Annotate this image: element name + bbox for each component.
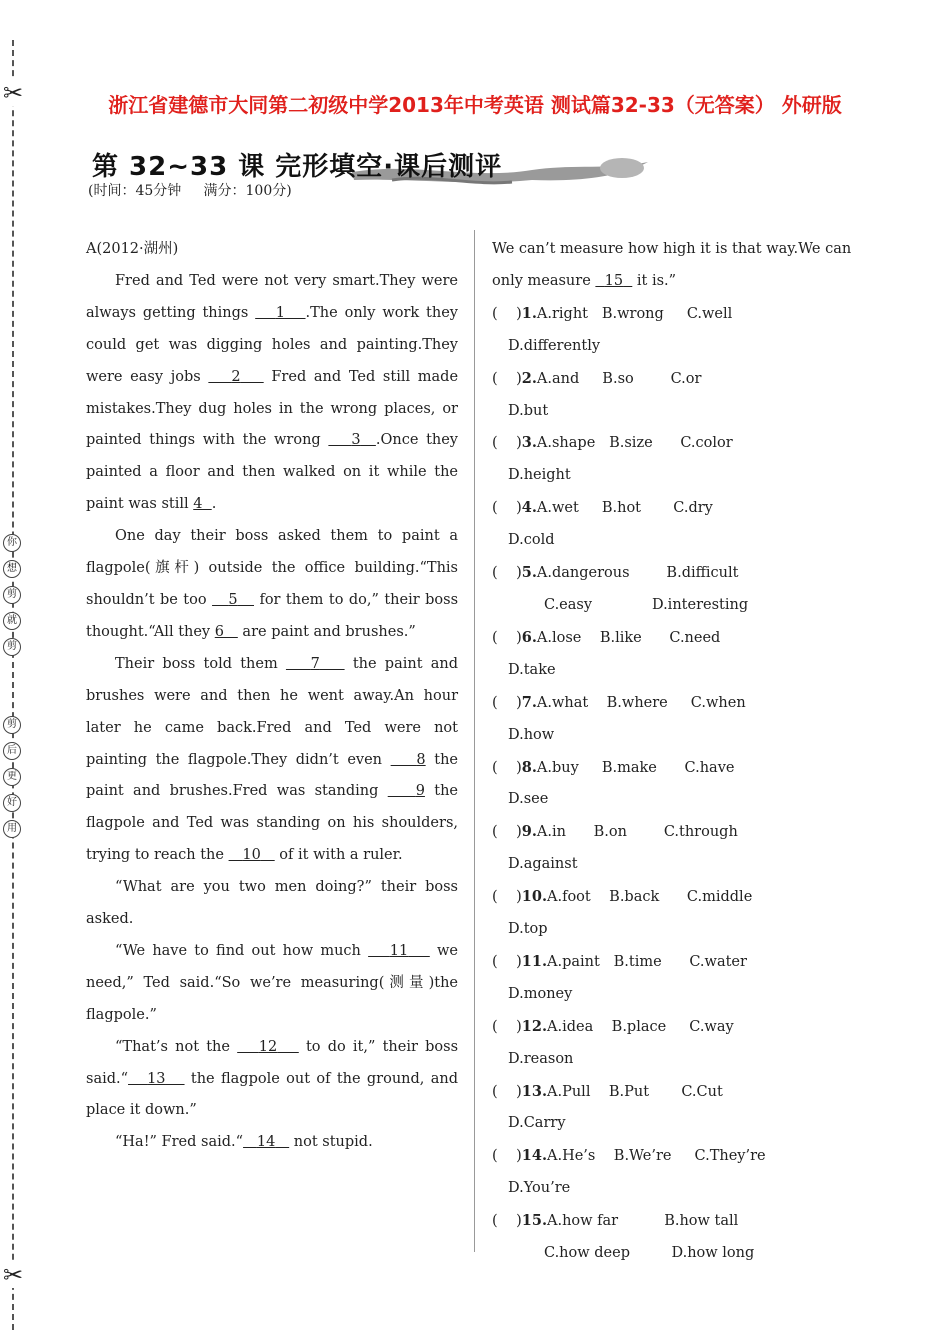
questions-column bbox=[492, 234, 870, 1270]
options: A.paint B.time C.water bbox=[547, 953, 747, 970]
question-number: 3. bbox=[521, 434, 537, 452]
hint-char: 后 bbox=[3, 742, 21, 760]
text: . bbox=[211, 496, 217, 513]
question-number: 15. bbox=[521, 1212, 547, 1230]
text: .The only work they could get was digging holes and painting.They were easy jobs bbox=[86, 304, 458, 385]
text: to do it,” their boss said.“ bbox=[86, 1038, 459, 1087]
scissors-icon: ✂ bbox=[0, 80, 26, 106]
question-option-line: C.easy D.interesting bbox=[544, 596, 749, 613]
question-number: 4. bbox=[521, 499, 537, 517]
blank: 13 bbox=[147, 1070, 166, 1087]
answer-paren[interactable]: ( ) bbox=[492, 694, 522, 711]
hint-char: 你 bbox=[3, 534, 21, 552]
question-item bbox=[492, 816, 870, 849]
text: .Once they painted a floor and then walked on it while the paint was still bbox=[86, 432, 459, 513]
options: A.wet B.hot C.dry bbox=[536, 500, 713, 517]
hint-char: 用 bbox=[3, 820, 21, 838]
question-item bbox=[492, 363, 870, 396]
question-number: 9. bbox=[521, 823, 537, 841]
banner-title: 第 32~33 课 完形填空·课后测评 bbox=[92, 152, 503, 182]
question-number: 6. bbox=[521, 628, 537, 646]
question-item bbox=[492, 752, 870, 785]
answer-paren[interactable]: ( ) bbox=[492, 629, 522, 646]
margin-hint-bottom bbox=[3, 716, 21, 846]
answer-paren[interactable]: ( ) bbox=[492, 824, 522, 841]
text: One day their boss asked them to paint a flagpole(旗杆) outside the office building.“This shouldn’t be too bbox=[86, 528, 458, 608]
text: are paint and brushes.” bbox=[237, 623, 416, 640]
answer-paren[interactable]: ( ) bbox=[492, 953, 522, 970]
answer-paren[interactable]: ( ) bbox=[492, 759, 522, 776]
question-option-line: D.reason bbox=[508, 1050, 574, 1067]
options: A.and B.so C.or bbox=[536, 370, 702, 387]
question-item bbox=[492, 298, 870, 331]
text: the flagpole and Ted was standing on his shoulders, trying to reach the bbox=[86, 783, 458, 864]
blank: 10 bbox=[242, 847, 261, 864]
answer-paren[interactable]: ( ) bbox=[492, 1083, 522, 1100]
exam-meta: (时间：45分钟 满分：100分) bbox=[88, 183, 292, 199]
text: the flagpole out of the ground, and place it down.” bbox=[86, 1070, 459, 1119]
options: A.buy B.make C.have bbox=[536, 759, 735, 776]
blank: 3 bbox=[351, 432, 361, 449]
cut-line bbox=[12, 40, 14, 1330]
text: for them to do,” their boss thought.“All they bbox=[86, 591, 459, 640]
options: A.lose B.like C.need bbox=[536, 629, 721, 646]
text: Fred and Ted still made mistakes.They dug holes in the wrong places, or painted things with the wrong bbox=[86, 368, 459, 449]
answer-paren[interactable]: ( ) bbox=[492, 305, 522, 322]
question-number: 11. bbox=[521, 952, 547, 970]
scissors-icon: ✂ bbox=[0, 1262, 26, 1288]
page-title: 浙江省建德市大同第二初级中学2013年中考英语 测试篇32-33（无答案） 外研版 bbox=[108, 93, 842, 117]
paragraph bbox=[86, 649, 458, 872]
options: A.in B.on C.through bbox=[536, 824, 738, 841]
question-number: 7. bbox=[521, 693, 537, 711]
question-number: 14. bbox=[521, 1147, 547, 1165]
paragraph bbox=[86, 1032, 458, 1128]
question-option-line: D.how bbox=[508, 726, 555, 743]
question-list bbox=[492, 298, 870, 1270]
passage-source: A(2012·湖州) bbox=[86, 241, 179, 257]
paragraph bbox=[86, 521, 458, 649]
answer-paren[interactable]: ( ) bbox=[492, 435, 522, 452]
question-item bbox=[492, 1076, 870, 1109]
question-option-line: D.height bbox=[508, 467, 571, 484]
text: it is.” bbox=[632, 272, 677, 289]
question-number: 1. bbox=[521, 304, 537, 322]
question-number: 12. bbox=[521, 1017, 547, 1035]
options: A.how far B.how tall bbox=[547, 1213, 739, 1230]
blank: 7 bbox=[310, 655, 320, 672]
question-number: 8. bbox=[521, 758, 537, 776]
text: “That’s not the bbox=[115, 1038, 238, 1055]
passage bbox=[86, 234, 458, 1159]
hint-char: 更 bbox=[3, 768, 21, 786]
blank: 9 bbox=[415, 783, 425, 800]
question-option-line: D.Carry bbox=[508, 1115, 566, 1132]
question-option-line: D.cold bbox=[508, 532, 555, 549]
question-item bbox=[492, 492, 870, 525]
question-option-line: D.differently bbox=[508, 337, 601, 354]
question-option-line: D.You’re bbox=[508, 1180, 571, 1197]
text: of it with a ruler. bbox=[274, 847, 403, 864]
blank: 4 bbox=[193, 496, 203, 513]
question-option-line: D.money bbox=[508, 985, 573, 1002]
text: not stupid. bbox=[289, 1134, 373, 1151]
question-option-line: D.take bbox=[508, 661, 556, 678]
hint-char: 就 bbox=[3, 612, 21, 630]
answer-paren[interactable]: ( ) bbox=[492, 889, 522, 906]
column-divider bbox=[474, 230, 475, 1252]
text: Their boss told them bbox=[115, 655, 286, 672]
question-option-line: D.against bbox=[508, 856, 578, 873]
question-option-line: C.how deep D.how long bbox=[544, 1245, 755, 1262]
question-item bbox=[492, 1011, 870, 1044]
answer-paren[interactable]: ( ) bbox=[492, 1018, 522, 1035]
hint-char: 想 bbox=[3, 560, 21, 578]
hint-char: 剪 bbox=[3, 716, 21, 734]
options: A.idea B.place C.way bbox=[547, 1018, 734, 1035]
options: A.shape B.size C.color bbox=[536, 435, 733, 452]
blank: 5 bbox=[228, 591, 238, 608]
blank: 15 bbox=[604, 272, 624, 289]
question-item bbox=[492, 687, 870, 720]
options: A.Pull B.Put C.Cut bbox=[547, 1083, 723, 1100]
text: We can’t measure how high it is that way.We can only measure bbox=[492, 241, 852, 289]
question-option-line: D.see bbox=[508, 791, 549, 808]
options: A.dangerous B.difficult bbox=[536, 565, 739, 582]
question-item bbox=[492, 557, 870, 590]
hint-char: 好 bbox=[3, 794, 21, 812]
answer-paren[interactable]: ( ) bbox=[492, 565, 522, 582]
margin-hint-top bbox=[3, 534, 21, 664]
blank: 1 bbox=[275, 304, 285, 321]
question-item bbox=[492, 427, 870, 460]
answer-paren[interactable]: ( ) bbox=[492, 1148, 522, 1165]
question-number: 5. bbox=[521, 564, 537, 582]
paragraph bbox=[86, 872, 458, 936]
question-option-line: D.but bbox=[508, 402, 549, 419]
options: A.what B.where C.when bbox=[536, 694, 746, 711]
question-item bbox=[492, 881, 870, 914]
options: A.right B.wrong C.well bbox=[536, 305, 733, 322]
text: “We have to find out how much bbox=[115, 942, 369, 959]
question-item bbox=[492, 1205, 870, 1238]
blank: 6 bbox=[214, 623, 224, 640]
answer-paren[interactable]: ( ) bbox=[492, 500, 522, 517]
text: we need,” Ted said.“So we’re measuring(测量)the flagpole.” bbox=[86, 942, 458, 1023]
options: A.He’s B.We’re C.They’re bbox=[547, 1148, 766, 1165]
question-item bbox=[492, 622, 870, 655]
lesson-banner bbox=[92, 140, 652, 190]
blank: 8 bbox=[416, 751, 426, 768]
text: the paint and brushes.Fred was standing bbox=[86, 751, 459, 800]
text: the paint and brushes were and then he went away.An hour later he came back.Fred and Ted were not painting the flagpole.They didn’t even bbox=[86, 655, 459, 768]
blank: 14 bbox=[256, 1134, 276, 1151]
answer-paren[interactable]: ( ) bbox=[492, 370, 522, 387]
text: Fred and Ted were not very smart.They were always getting things bbox=[86, 272, 458, 321]
question-item bbox=[492, 946, 870, 979]
options: A.foot B.back C.middle bbox=[547, 889, 753, 906]
hint-char: 剪 bbox=[3, 586, 21, 604]
text: “What are you two men doing?” their boss asked. bbox=[86, 879, 458, 928]
paragraph bbox=[86, 266, 458, 521]
blank: 2 bbox=[231, 368, 241, 385]
hint-char: 剪 bbox=[3, 638, 21, 656]
question-number: 2. bbox=[521, 369, 537, 387]
question-number: 13. bbox=[521, 1082, 547, 1100]
question-number: 10. bbox=[521, 888, 547, 906]
text: “Ha!” Fred said.“ bbox=[115, 1134, 244, 1151]
paragraph bbox=[86, 1127, 458, 1159]
blank: 12 bbox=[258, 1038, 278, 1055]
answer-paren[interactable]: ( ) bbox=[492, 1213, 522, 1230]
paragraph bbox=[86, 936, 458, 1032]
blank: 11 bbox=[389, 942, 409, 959]
passage-continuation bbox=[492, 234, 870, 298]
question-item bbox=[492, 1140, 870, 1173]
question-option-line: D.top bbox=[508, 921, 548, 938]
